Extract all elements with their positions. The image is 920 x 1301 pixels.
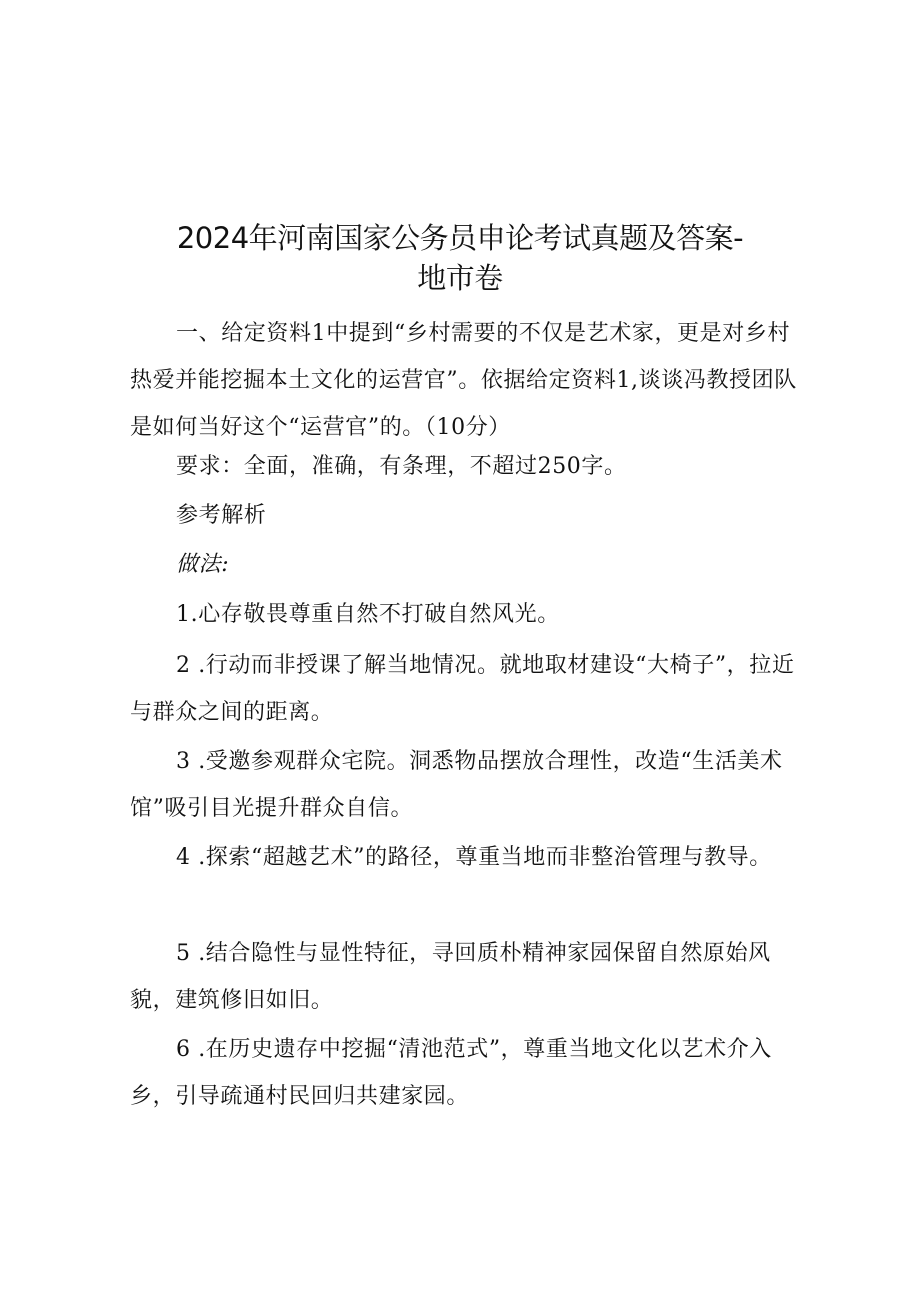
answer-item-2: 2 .行动而非授课了解当地情况。就地取材建设“大椅子”，拉近与群众之间的距离。: [130, 653, 795, 725]
answer-item-3: 3 .受邀参观群众宅院。洞悉物品摆放合理性，改造“生活美术馆”吸引目光提升群众自信。: [130, 749, 783, 821]
answer-item-5: 5 .结合隐性与显性特征，寻回质朴精神家园保留自然原始风貌，建筑修旧如旧。: [130, 941, 771, 1013]
answer-item-1: 1.心存敬畏尊重自然不打破自然风光。: [176, 602, 560, 627]
document-title-line-1: 2024年河南国家公务员申论考试真题及答案-: [176, 221, 744, 255]
answer-item-6: 6 .在历史遗存中挖掘“清池范式”，尊重当地文化以艺术介入乡，引导疏通村民回归共建家园。: [130, 1037, 772, 1109]
method-heading: 做法:: [176, 552, 230, 577]
requirement-text: 要求：全面，准确，有条理，不超过250字。: [176, 454, 627, 479]
document-title-line-2: 地市卷: [417, 261, 503, 295]
reference-heading: 参考解析: [176, 503, 267, 528]
question-paragraph: 一、给定资料1中提到“乡村需要的不仅是艺术家，更是对乡村热爱并能挖掘本土文化的运营官”。依据给定资料1,谈谈冯教授团队是如何当好这个“运营官”的。（10分）: [130, 321, 797, 440]
answer-item-4: 4 .探索“超越艺术”的路径，尊重当地而非整治管理与教导。: [176, 845, 772, 870]
